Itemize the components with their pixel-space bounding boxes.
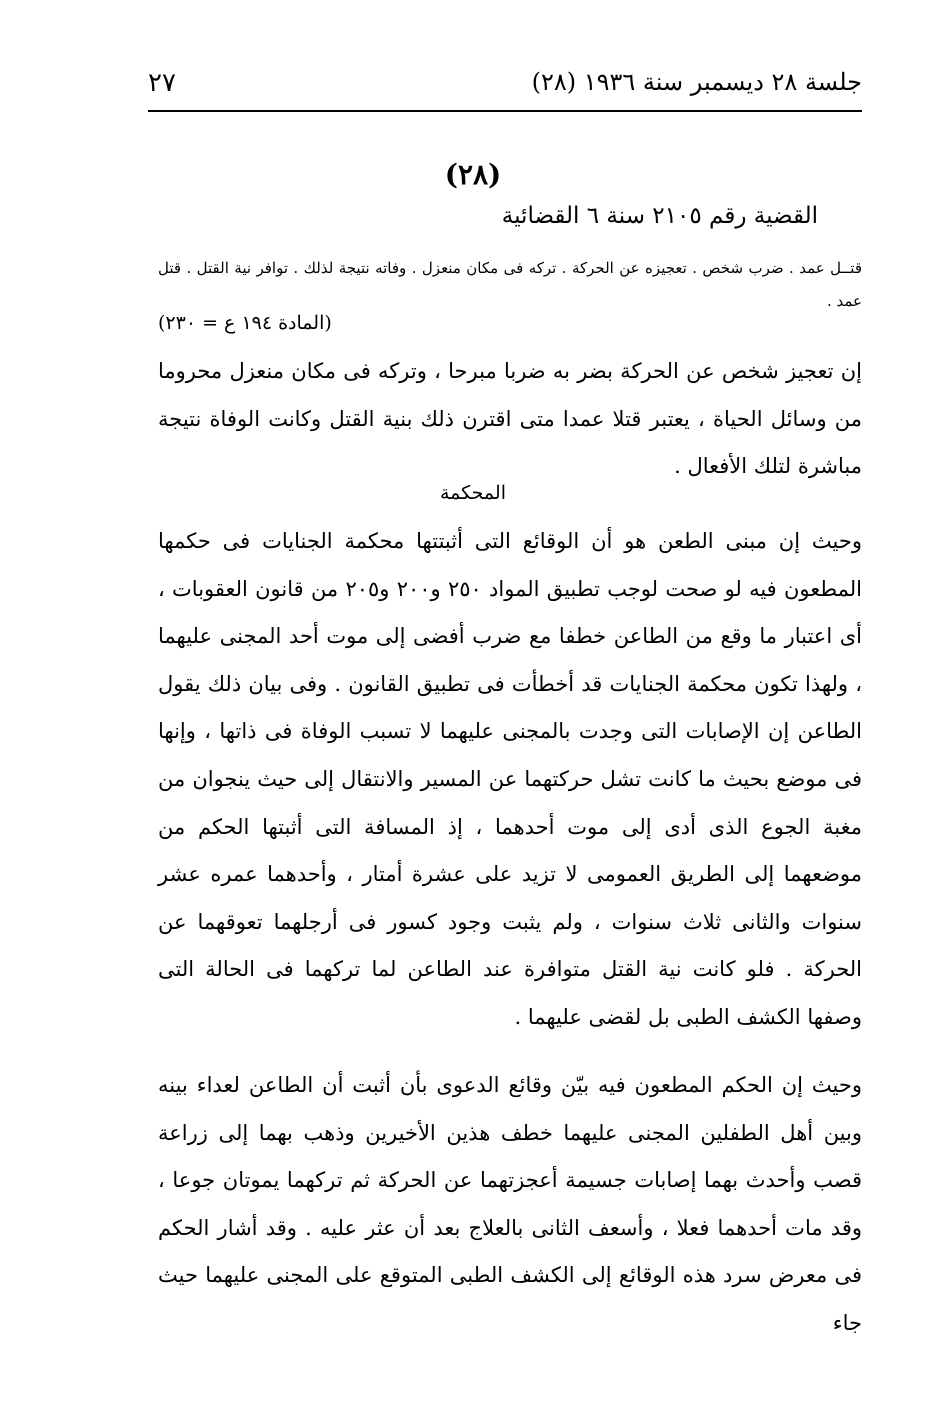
page-header [148, 62, 862, 112]
case-number: (٢٨) [444, 158, 502, 191]
article-reference: (المادة ١٩٤ ع = ٢٣٠) [158, 312, 332, 334]
case-keywords: قتــل عمد . ضرب شخص . تعجيزه عن الحركة . تركه فى مكان منعزل . وفاته نتيجة لذلك . توافر نية القتل . قتل عمد . [158, 259, 862, 310]
running-title: جلسة ٢٨ ديسمبر سنة ١٩٣٦ (٢٨) [531, 68, 862, 96]
case-title: القضية رقم ٢١٠٥ سنة ٦ القضائية [501, 203, 818, 229]
section-heading: المحكمة [440, 482, 506, 504]
paragraph: وحيث إن مبنى الطعن هو أن الوقائع التى أثبتتها محكمة الجنايات فى حكمها المطعون فيه لو صحت لوجب تطبيق المواد ٢٥٠ و٢٠٠ و٢٠٥ من قانون العقوبات ، أى اعتبار ما وقع من الطاعن خطفا مع ضرب أفضى إلى موت أحد المجنى عليهما ، ولهذا تكون محكمة الجنايات قد أخطأت فى تطبيق القانون . وفى بيان ذلك يقول الطاعن إن الإصابات التى وجدت بالمجنى عليهما لا تسبب الوفاة فى ذاتها ، وإنها فى موضع بحيث ما كانت تشل حركتهما عن المسير والانتقال إلى حيث ينجوان من مغبة الجوع الذى أدى إلى موت أحدهما ، إذ المسافة التى أثبتها الحكم من موضعهما إلى الطريق العمومى لا تزيد على عشرة أمتار ، وأحدهما عمره عشر سنوات والثانى ثلاث سنوات ، ولم يثبت وجود كسور فى أرجلهما تعوقهما عن الحركة . فلو كانت نية القتل متوافرة عند الطاعن لما تركهما فى الحالة التى وصفها الكشف الطبى بل لقضى عليهما . [158, 529, 862, 1029]
legal-principle: إن تعجيز شخص عن الحركة بضر به ضربا مبرحا ، وتركه فى مكان منعزل محروما من وسائل الحياة ، يعتبر قتلا عمدا متى اقترن ذلك بنية القتل وكانت الوفاة نتيجة مباشرة لتلك الأفعال . [158, 359, 862, 479]
header-divider [148, 110, 862, 112]
paragraph: وحيث إن الحكم المطعون فيه بيّن وقائع الدعوى بأن أثبت أن الطاعن لعداء بينه وبين أهل الطفلين المجنى عليهما خطف هذين الأخيرين وذهب بهما إلى زراعة قصب وأحدث بهما إصابات جسيمة أعجزتهما عن الحركة ثم تركهما يموتان جوعا ، وقد مات أحدهما فعلا ، وأسعف الثانى بالعلاج بعد أن عثر عليه . وقد أشار الحكم فى معرض سرد هذه الوقائع إلى الكشف الطبى المتوقع على المجنى عليهما حيث جاء [158, 1073, 862, 1335]
page-number: ٢٧ [148, 68, 176, 98]
